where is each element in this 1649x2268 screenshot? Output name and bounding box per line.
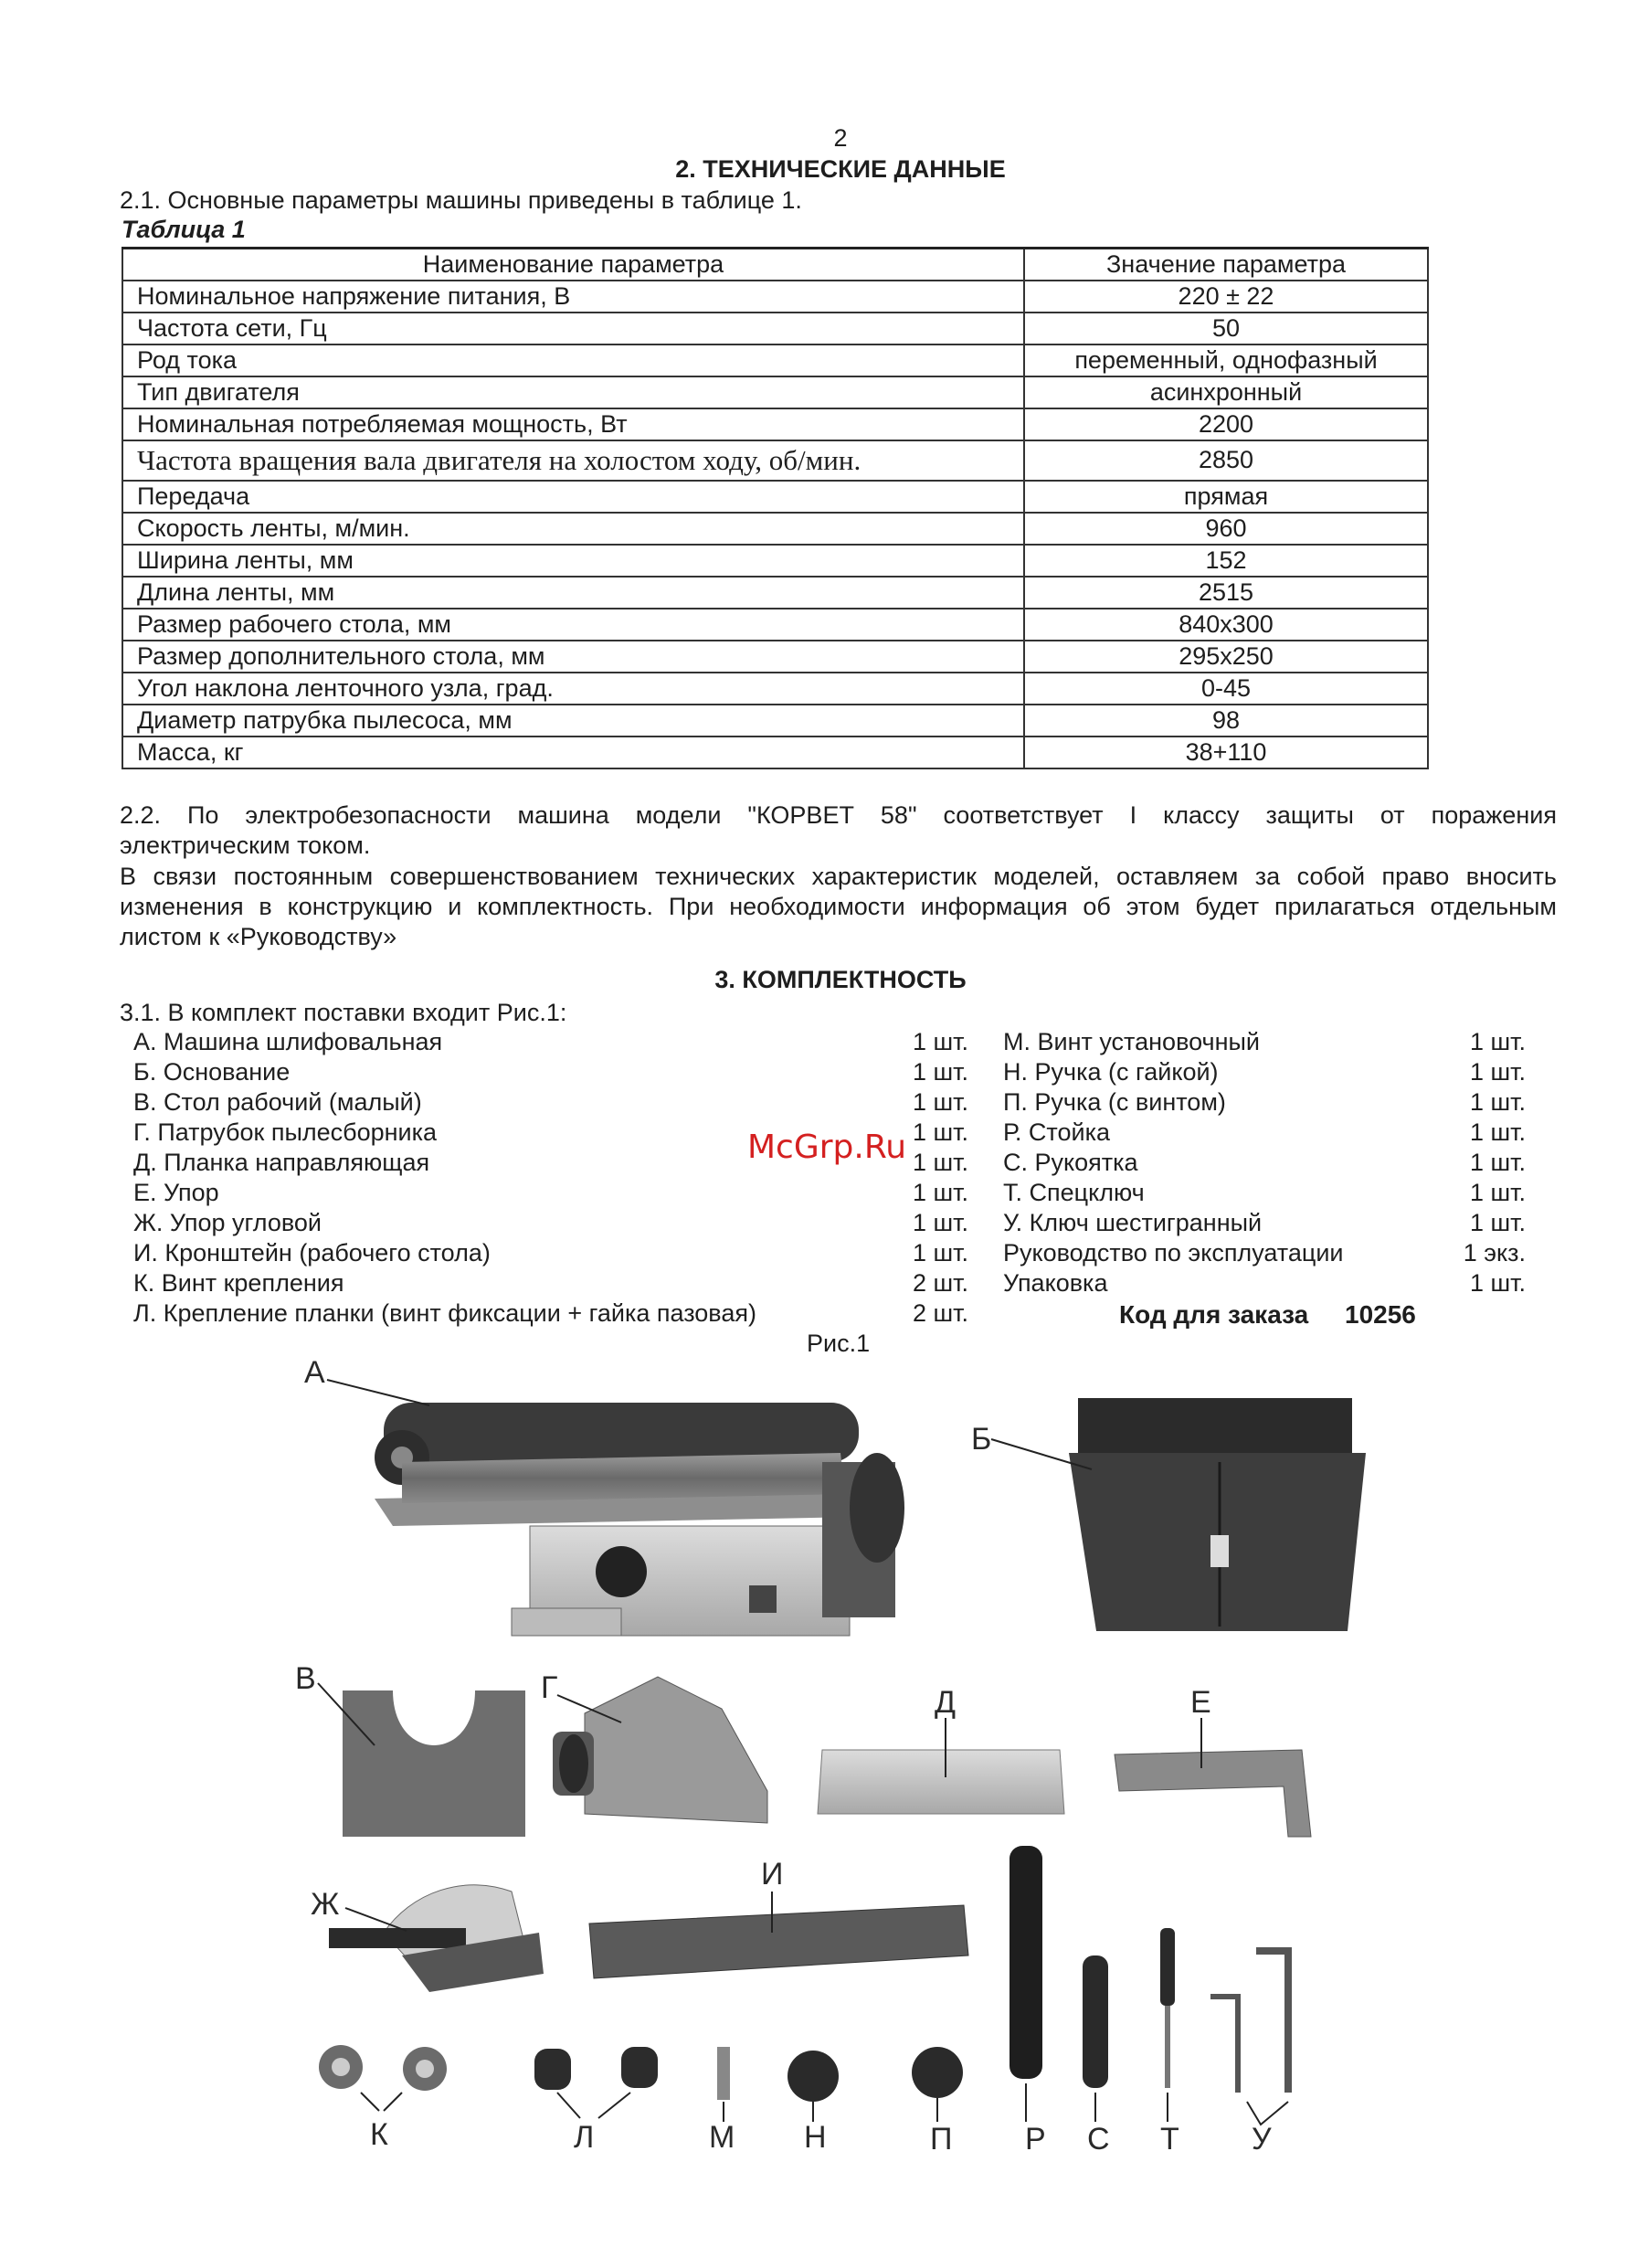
kit-item-name: Ж. Упор угловой [133,1209,322,1236]
figure-label-a: А [304,1355,325,1390]
kit-item-qty: 1 шт. [1469,1149,1526,1176]
figure-label-zh: Ж [311,1887,340,1922]
section-2-title: 2. ТЕХНИЧЕСКИЕ ДАННЫЕ [675,155,1006,183]
kit-item-name: К. Винт крепления [133,1269,344,1297]
kit-item-qty: 1 экз. [1463,1239,1526,1266]
kit-item-qty: 1 шт. [912,1088,968,1116]
paragraph-change-line-2: изменения в конструкцию и комплектность. При необходимости информация об этом будет прилагаться отдельным [120,893,1557,920]
paragraph-change-line-1: В связи постоянным совершенствованием технических характеристик моделей, оставляем за собой право вносить [120,863,1557,890]
section-3-intro: 3.1. В комплект поставки входит Рис.1: [120,999,567,1026]
param-name: Частота сети, Гц [122,313,1024,344]
figure-label-s: С [1087,2122,1110,2157]
leader-line-a [327,1380,429,1405]
guide-bar-image [818,1750,1064,1814]
handle-with-nut-image [788,2051,839,2102]
kit-item-name: С. Рукоятка [1003,1149,1138,1176]
kit-item-name: Т. Спецключ [1003,1179,1145,1206]
leader-line-l [557,2093,630,2118]
kit-item-name: Упаковка [1003,1269,1108,1297]
order-code-value: 10256 [1345,1300,1416,1329]
figure-label-n: Н [804,2120,827,2155]
kit-item-qty: 2 шт. [912,1299,968,1327]
param-value: 840x300 [1024,609,1428,641]
bracket-image [589,1905,968,1978]
param-value: 220 ± 22 [1024,281,1428,313]
param-value: 960 [1024,513,1428,545]
param-name: Размер рабочего стола, мм [122,609,1024,641]
figure-caption: Рис.1 [807,1330,871,1357]
paragraph-change-line-3: листом к «Руководству» [120,923,397,950]
angle-stop-image [329,1885,544,1992]
kit-item-name: В. Стол рабочий (малый) [133,1088,422,1116]
kit-item-qty: 1 шт. [1469,1118,1526,1146]
kit-item-qty: 1 шт. [912,1179,968,1206]
kit-item-qty: 2 шт. [912,1269,968,1297]
param-value: переменный, однофазный [1024,344,1428,376]
figure-label-k: К [370,2117,388,2152]
kit-item-name: Н. Ручка (с гайкой) [1003,1058,1219,1086]
param-name: Тип двигателя [122,376,1024,408]
grip-image [1083,1955,1108,2088]
param-name: Род тока [122,344,1024,376]
figure-label-u: У [1252,2122,1272,2157]
figure-label-t: Т [1160,2122,1179,2157]
kit-item-qty: 1 шт. [1469,1028,1526,1055]
param-name: Диаметр патрубка пылесоса, мм [122,705,1024,737]
special-key-image [1160,1928,1175,2088]
param-value: 50 [1024,313,1428,344]
figure-label-v: В [295,1661,316,1696]
param-name: Скорость ленты, м/мин. [122,513,1024,545]
kit-item-name: Г. Патрубок пылесборника [133,1118,438,1146]
kit-item-name: Б. Основание [133,1058,291,1086]
leader-line-k [361,2093,402,2111]
base-cabinet-image [1069,1398,1366,1631]
handle-with-screw-image [912,2047,963,2098]
watermark: McGrp.Ru [747,1129,907,1166]
param-value: прямая [1024,481,1428,513]
paragraph-2-2-line-2: электрическим током. [120,832,371,859]
param-value: 38+110 [1024,737,1428,768]
param-value: 295x250 [1024,641,1428,673]
kit-item-name: А. Машина шлифовальная [133,1028,443,1055]
fixing-screws-image [319,2045,447,2091]
param-value: 2515 [1024,577,1428,609]
kit-item-name: И. Кронштейн (рабочего стола) [133,1239,491,1266]
kit-item-qty: 1 шт. [1469,1209,1526,1236]
bar-fixings-image [534,2047,658,2090]
param-value: 0-45 [1024,673,1428,705]
post-image [1009,1846,1042,2079]
param-name: Ширина ленты, мм [122,545,1024,577]
param-value: 2850 [1024,440,1428,481]
set-screw-image [717,2047,730,2100]
figure-label-i: И [761,1857,784,1892]
figure-label-g: Г [541,1670,558,1705]
sanding-machine-image [375,1403,904,1636]
param-name: Передача [122,481,1024,513]
param-value: 152 [1024,545,1428,577]
kit-item-qty: 1 шт. [912,1118,968,1146]
kit-item-qty: 1 шт. [912,1239,968,1266]
param-value: 98 [1024,705,1428,737]
small-table-image [343,1690,525,1837]
figure-label-e: Е [1190,1685,1211,1720]
kit-item-name: М. Винт установочный [1003,1028,1260,1055]
figure-label-m: М [709,2120,735,2155]
kit-item-qty: 1 шт. [1469,1058,1526,1086]
kit-item-name: П. Ручка (с винтом) [1003,1088,1226,1116]
param-name: Размер дополнительного стола, мм [122,641,1024,673]
kit-item-qty: 1 шт. [912,1149,968,1176]
order-code-label: Код для заказа [1119,1300,1309,1329]
param-name: Номинальная потребляемая мощность, Вт [122,408,1024,440]
kit-item-name: Е. Упор [133,1179,219,1206]
dust-nozzle-image [553,1677,767,1823]
kit-item-name: Руководство по эксплуатации [1003,1239,1344,1266]
kit-item-name: Л. Крепление планки (винт фиксации + гайка пазовая) [133,1299,756,1327]
kit-item-qty: 1 шт. [1469,1088,1526,1116]
table-header-param: Наименование параметра [122,249,1024,281]
section-3-title: 3. КОМПЛЕКТНОСТЬ [714,966,967,993]
kit-item-qty: 1 шт. [1469,1179,1526,1206]
param-name: Угол наклона ленточного узла, град. [122,673,1024,705]
figure-label-p: П [930,2122,953,2157]
kit-item-qty: 1 шт. [912,1028,968,1055]
paragraph-2-2-line-1: 2.2. По электробезопасности машина модели "КОРВЕТ 58" соответствует I классу защиты от поражения [120,801,1557,829]
kit-item-qty: 1 шт. [1469,1269,1526,1297]
figure-label-b: Б [971,1422,992,1457]
kit-item-name: Д. Планка направляющая [133,1149,430,1176]
table-caption: Таблица 1 [122,216,246,243]
kit-item-qty: 1 шт. [912,1209,968,1236]
param-name: Длина ленты, мм [122,577,1024,609]
param-value: 2200 [1024,408,1428,440]
figure-label-r: Р [1025,2122,1046,2157]
param-name: Частота вращения вала двигателя на холостом ходу, об/мин. [122,440,1024,481]
param-name: Масса, кг [122,737,1024,768]
section-2-intro: 2.1. Основные параметры машины приведены в таблице 1. [120,186,802,214]
table-header-value: Значение параметра [1024,249,1428,281]
figure-label-l: Л [574,2120,595,2155]
hex-keys-image [1210,1951,1288,2093]
param-name: Номинальное напряжение питания, В [122,281,1024,313]
page-number: 2 [833,124,848,152]
figure-label-d: Д [935,1685,957,1720]
param-value: асинхронный [1024,376,1428,408]
stop-image [1115,1750,1311,1837]
kit-item-qty: 1 шт. [912,1058,968,1086]
kit-item-name: Р. Стойка [1003,1118,1110,1146]
kit-item-name: У. Ключ шестигранный [1003,1209,1263,1236]
